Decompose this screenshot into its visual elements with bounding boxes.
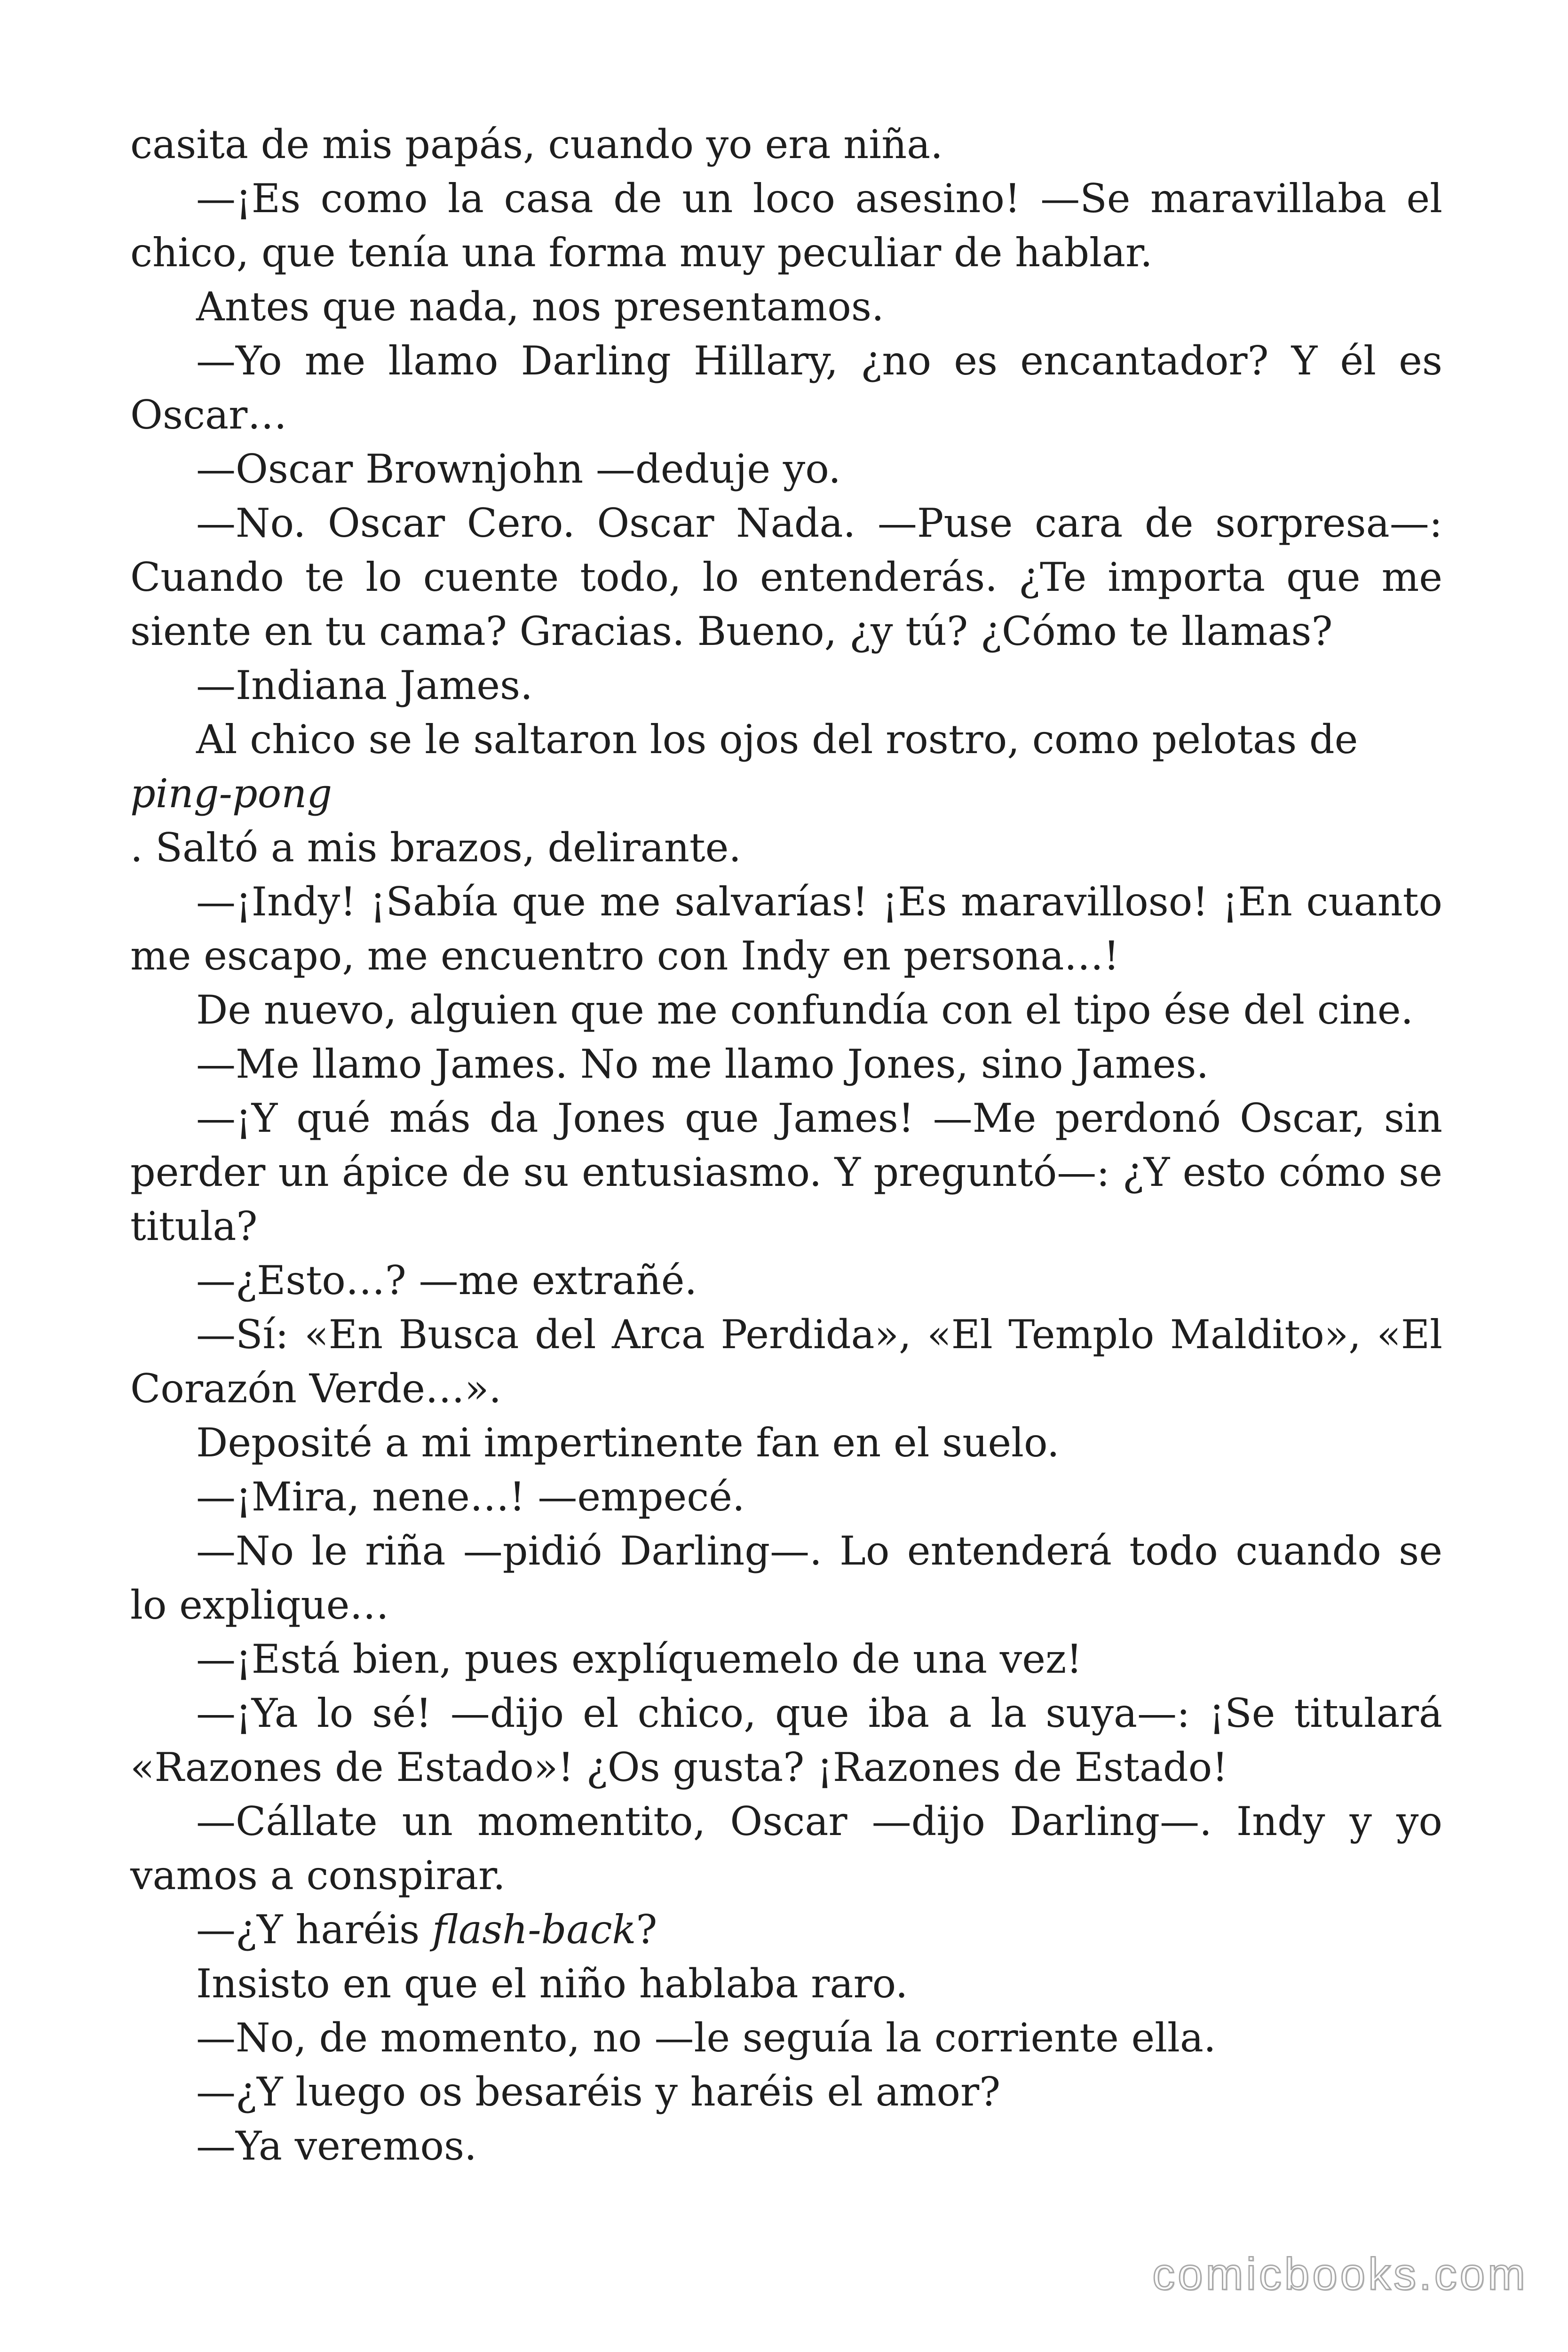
paragraph: Al chico se le saltaron los ojos del rostro, como pelotas de	[196, 716, 1358, 763]
body-text	[130, 118, 1442, 2173]
paragraph: —¿Esto…? —me extrañé.	[196, 1257, 697, 1303]
paragraph: —Me llamo James. No me llamo Jones, sino James.	[196, 1041, 1209, 1087]
paragraph: —No le riña —pidió Darling—. Lo entenderá todo cuando se lo explique…	[130, 1528, 1442, 1628]
paragraph: —¡Ya lo sé! —dijo el chico, que iba a la suya—: ¡Se titulará «Razones de Estado»! ¿Os gusta? ¡Razones de Estado!	[130, 1690, 1442, 1790]
paragraph: —Cállate un momentito, Oscar —dijo Darling—. Indy y yo vamos a conspirar.	[130, 1798, 1442, 1899]
italic-term: flash-back	[432, 1907, 636, 1953]
paragraph: —¡Está bien, pues explíquemelo de una vez!	[196, 1636, 1082, 1682]
paragraph: —Ya veremos.	[196, 2123, 477, 2169]
paragraph: —¡Es como la casa de un loco asesino! —Se maravillaba el chico, que tenía una forma muy peculiar de hablar.	[130, 175, 1442, 276]
paragraph: —Sí: «En Busca del Arca Perdida», «El Templo Maldito», «El Corazón Verde…».	[130, 1311, 1442, 1412]
italic-term: ping-pong	[130, 771, 333, 817]
paragraph: Insisto en que el niño hablaba raro.	[196, 1961, 908, 2007]
paragraph: —¿Y luego os besaréis y haréis el amor?	[196, 2069, 1001, 2115]
paragraph: —Oscar Brownjohn —deduje yo.	[196, 446, 841, 492]
paragraph	[130, 1903, 1442, 1957]
paragraph: —No, de momento, no —le seguía la corriente ella.	[196, 2015, 1216, 2061]
paragraph: Deposité a mi impertinente fan en el suelo.	[196, 1420, 1060, 1466]
paragraph: —¡Mira, nene…! —empecé.	[196, 1474, 745, 1520]
watermark: comicbooks.com	[1152, 2249, 1528, 2299]
paragraph: —Indiana James.	[196, 662, 533, 708]
paragraph-text: ?	[636, 1907, 657, 1953]
paragraph: De nuevo, alguien que me confundía con el tipo ése del cine.	[196, 987, 1414, 1033]
paragraph: —Yo me llamo Darling Hillary, ¿no es encantador? Y él es Oscar…	[130, 338, 1442, 438]
paragraph: Antes que nada, nos presentamos.	[196, 284, 884, 330]
paragraph: casita de mis papás, cuando yo era niña.	[130, 121, 943, 167]
paragraph-text: —¿Y haréis	[196, 1907, 432, 1953]
paragraph: —¡Indy! ¡Sabía que me salvarías! ¡Es maravilloso! ¡En cuanto me escapo, me encuentro con Indy en persona…!	[130, 879, 1442, 979]
paragraph: —¡Y qué más da Jones que James! —Me perdonó Oscar, sin perder un ápice de su entusiasmo. Y preguntó—: ¿Y esto cómo se titula?	[130, 1095, 1442, 1249]
paragraph: . Saltó a mis brazos, delirante.	[130, 825, 742, 871]
paragraph: —No. Oscar Cero. Oscar Nada. —Puse cara de sorpresa—: Cuando te lo cuente todo, lo entenderás. ¿Te importa que me siente en tu cama? Gracias. Bueno, ¿y tú? ¿Cómo te llamas?	[130, 500, 1442, 654]
